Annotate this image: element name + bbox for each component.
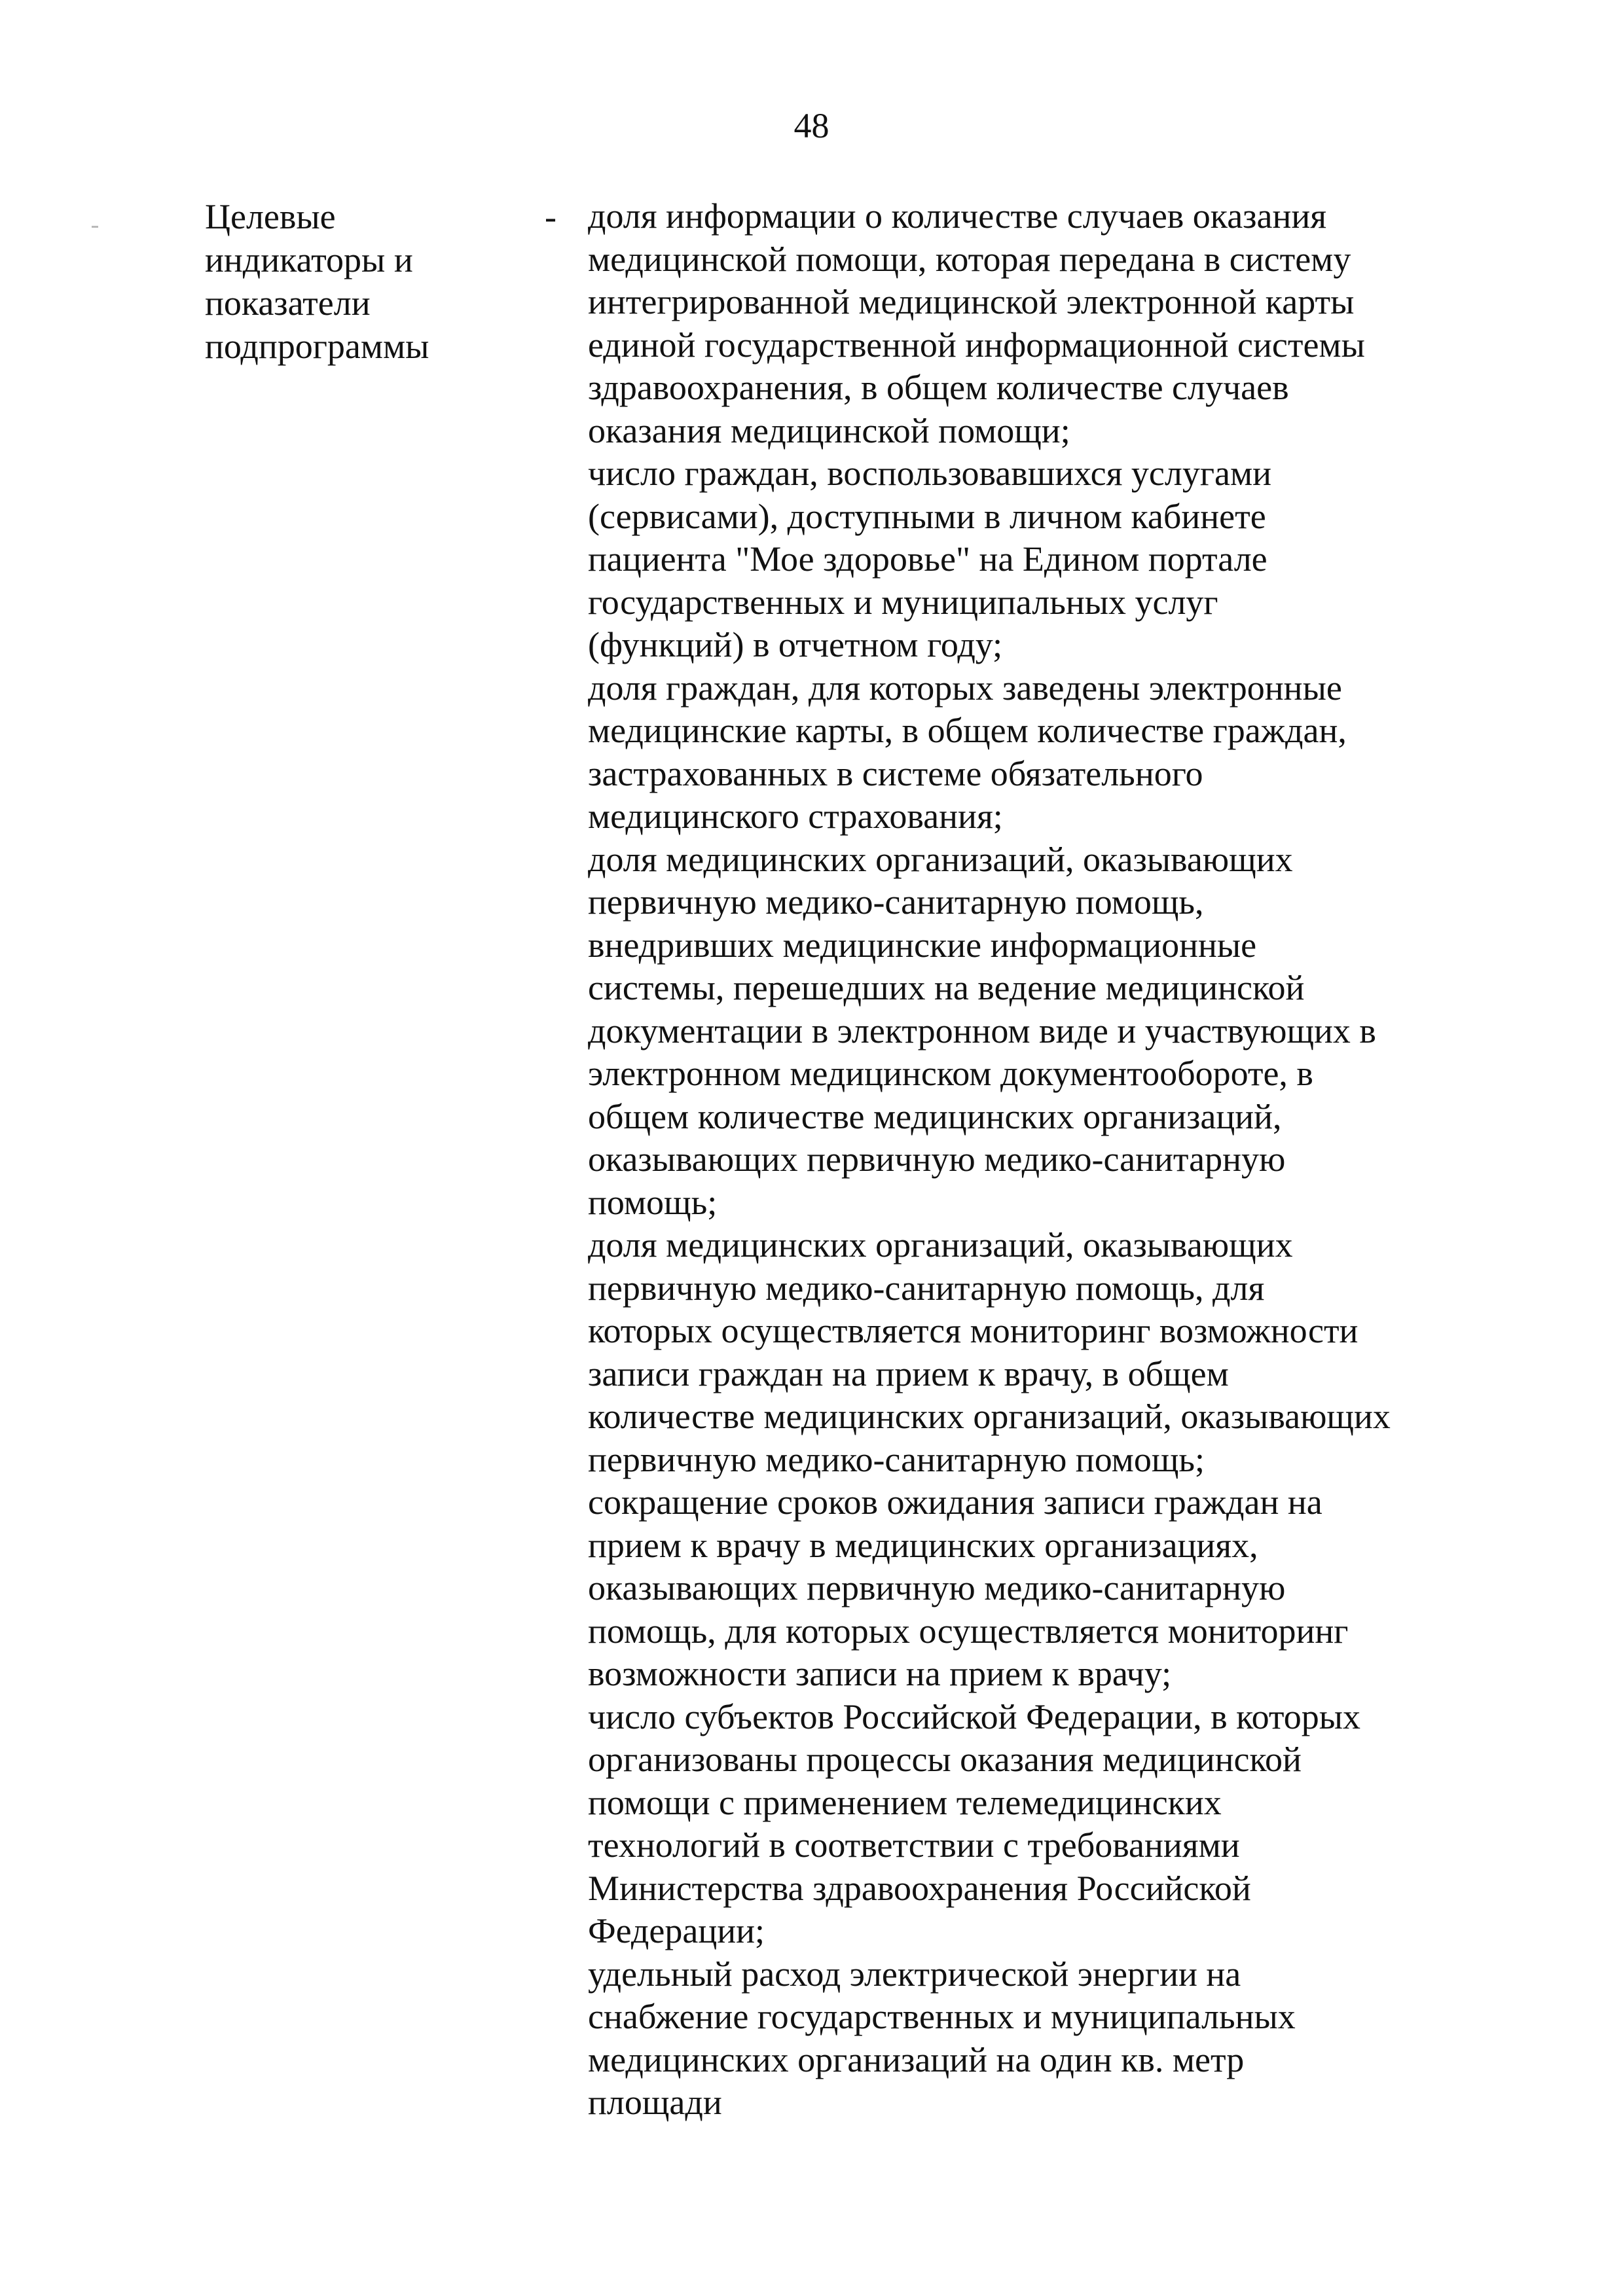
indicator-line: Министерства здравоохранения Российской: [588, 1868, 1251, 1908]
indicator-line: первичную медико-санитарную помощь, для: [588, 1268, 1265, 1308]
row-label-line: подпрограммы: [205, 327, 429, 366]
indicator-line: документации в электронном виде и участвующих в: [588, 1011, 1376, 1050]
indicator-line: прием к врачу в медицинских организациях,: [588, 1525, 1258, 1565]
indicator-line: удельный расход электрической энергии на: [588, 1954, 1241, 1994]
indicator-line: помощь, для которых осуществляется мониторинг: [588, 1611, 1349, 1651]
indicator-line: число граждан, воспользовавшихся услугами: [588, 454, 1272, 493]
indicator-line: доля граждан, для которых заведены электронные: [588, 668, 1342, 708]
page-number: 48: [793, 106, 830, 145]
indicator-line: единой государственной информационной системы: [588, 325, 1365, 365]
indicator-line: записи граждан на прием к врачу, в общем: [588, 1354, 1229, 1393]
indicator-list: [588, 195, 1478, 2125]
row-label-line: показатели: [205, 283, 371, 323]
indicator-line: которых осуществляется мониторинг возможности: [588, 1311, 1359, 1350]
indicator-line: оказывающих первичную медико-санитарную: [588, 1568, 1286, 1607]
indicator-line: (сервисами), доступными в личном кабинете: [588, 496, 1266, 536]
indicator-line: пациента "Мое здоровье" на Едином портале: [588, 539, 1267, 579]
indicator-line: Федерации;: [588, 1911, 765, 1950]
indicator-line: интегрированной медицинской электронной карты: [588, 282, 1355, 321]
indicator-line: снабжение государственных и муниципальных: [588, 1997, 1296, 2036]
indicator-line: здравоохранения, в общем количестве случаев: [588, 368, 1289, 407]
indicator-line: медицинских организаций на один кв. метр: [588, 2039, 1245, 2079]
indicator-line: (функций) в отчетном году;: [588, 625, 1003, 664]
indicator-line: застрахованных в системе обязательного: [588, 753, 1203, 793]
indicator-line: оказания медицинской помощи;: [588, 410, 1070, 450]
indicator-line: первичную медико-санитарную помощь;: [588, 1439, 1205, 1479]
row-label: [205, 195, 480, 368]
indicator-line: общем количестве медицинских организаций,: [588, 1096, 1282, 1136]
indicator-line: число субъектов Российской Федерации, в которых: [588, 1696, 1361, 1736]
indicator-line: государственных и муниципальных услуг: [588, 582, 1218, 622]
indicator-line: помощи с применением телемедицинских: [588, 1782, 1222, 1822]
indicator-line: медицинского страхования;: [588, 797, 1003, 836]
indicator-line: возможности записи на прием к врачу;: [588, 1654, 1172, 1693]
indicator-line: внедривших медицинские информационные: [588, 925, 1257, 965]
indicator-line: доля медицинских организаций, оказывающих: [588, 839, 1293, 879]
row-label-line: Целевые: [205, 197, 336, 236]
indicator-line: системы, перешедших на ведение медицинской: [588, 968, 1305, 1007]
indicator-line: доля медицинских организаций, оказывающих: [588, 1225, 1293, 1265]
indicator-line: первичную медико-санитарную помощь,: [588, 882, 1204, 922]
indicator-line: организованы процессы оказания медицинской: [588, 1740, 1302, 1779]
indicator-line: медицинской помощи, которая передана в систему: [588, 239, 1351, 279]
indicator-line: помощь;: [588, 1182, 718, 1222]
indicator-line: медицинские карты, в общем количестве граждан,: [588, 711, 1347, 750]
indicator-line: оказывающих первичную медико-санитарную: [588, 1139, 1286, 1179]
indicator-line: доля информации о количестве случаев оказания: [588, 196, 1327, 236]
indicator-line: количестве медицинских организаций, оказывающих: [588, 1397, 1391, 1436]
indicator-line: технологий в соответствии с требованиями: [588, 1825, 1240, 1865]
indicator-line: электронном медицинском документообороте, в: [588, 1054, 1313, 1093]
separator-dash: -: [545, 197, 556, 236]
indicator-line: сокращение сроков ожидания записи граждан на: [588, 1482, 1322, 1522]
row-label-line: индикаторы и: [205, 240, 413, 279]
scan-speck: [92, 226, 98, 228]
indicator-line: площади: [588, 2083, 722, 2122]
